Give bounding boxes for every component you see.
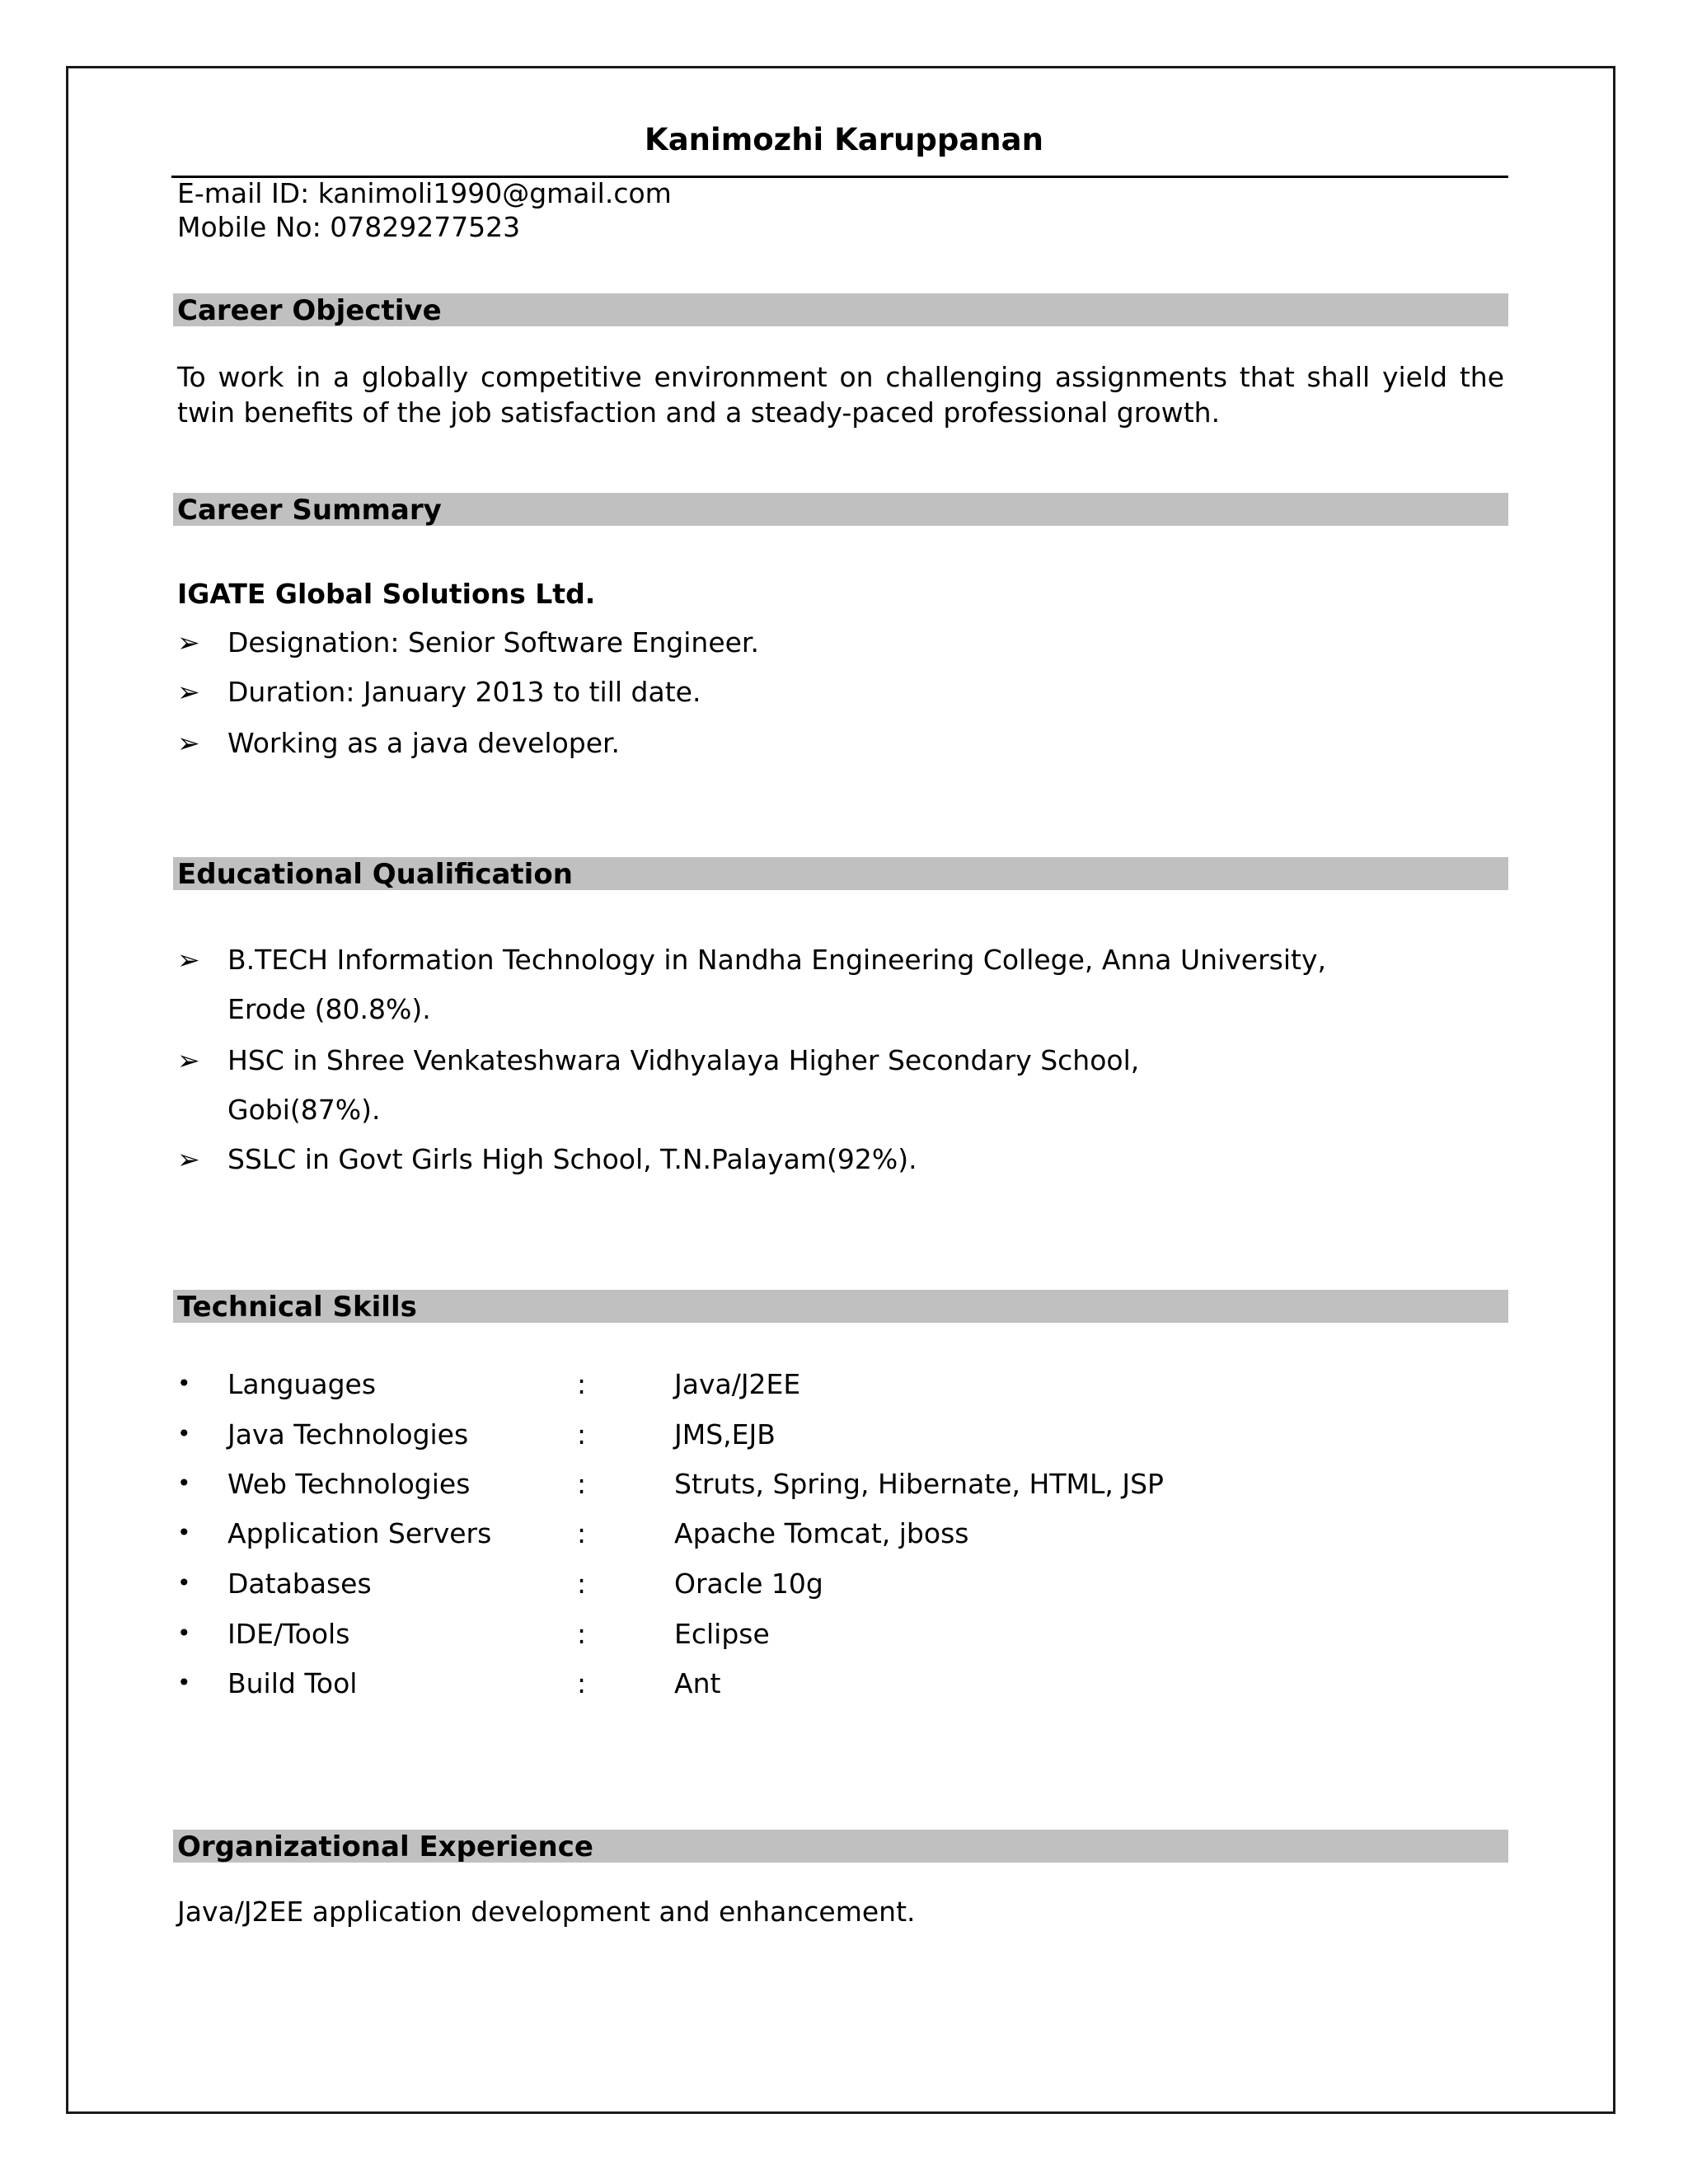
career-objective-text: To work in a globally competitive environment on challenging assignments that shall yield the twin benefits of the job satisfaction and a steady-paced professional growth.: [177, 361, 1504, 429]
skill-value: Eclipse: [674, 1618, 770, 1650]
skill-separator: :: [577, 1568, 587, 1600]
section-heading-technical-skills: Technical Skills: [173, 1290, 1508, 1323]
arrow-bullet-icon: ➢: [177, 676, 200, 708]
arrow-bullet-icon: ➢: [177, 1143, 200, 1175]
skill-separator: :: [577, 1418, 587, 1451]
education-item-line1: SSLC in Govt Girls High School, T.N.Palayam(92%).: [227, 1143, 917, 1175]
skill-label: Build Tool: [227, 1667, 358, 1699]
section-heading-career-summary: Career Summary: [173, 493, 1508, 526]
dot-bullet-icon: •: [177, 1469, 191, 1497]
company-name: IGATE Global Solutions Ltd.: [177, 578, 596, 610]
skill-separator: :: [577, 1368, 587, 1400]
skill-value: Apache Tomcat, jboss: [674, 1517, 969, 1549]
summary-item-text: Designation: Senior Software Engineer.: [227, 626, 759, 658]
skill-value: Oracle 10g: [674, 1568, 823, 1600]
section-heading-career-objective: Career Objective: [173, 293, 1508, 326]
dot-bullet-icon: •: [177, 1519, 191, 1546]
skill-value: Java/J2EE: [674, 1368, 801, 1400]
dot-bullet-icon: •: [177, 1569, 191, 1596]
skill-value: JMS,EJB: [674, 1418, 776, 1451]
dot-bullet-icon: •: [177, 1420, 191, 1447]
skill-separator: :: [577, 1667, 587, 1699]
arrow-bullet-icon: ➢: [177, 727, 200, 759]
skill-label: Web Technologies: [227, 1468, 471, 1500]
skill-label: Java Technologies: [227, 1418, 469, 1451]
education-item-line2: Gobi(87%).: [227, 1094, 381, 1126]
skill-label: IDE/Tools: [227, 1618, 350, 1650]
summary-item-text: Duration: January 2013 to till date.: [227, 676, 701, 708]
skill-label: Databases: [227, 1568, 372, 1600]
section-heading-org-experience: Organizational Experience: [173, 1830, 1508, 1863]
dot-bullet-icon: •: [177, 1669, 191, 1696]
education-item-line1: B.TECH Information Technology in Nandha Engineering College, Anna University,: [227, 944, 1326, 976]
skill-separator: :: [577, 1468, 587, 1500]
skill-label: Languages: [227, 1368, 377, 1400]
skill-value: Struts, Spring, Hibernate, HTML, JSP: [674, 1468, 1164, 1500]
arrow-bullet-icon: ➢: [177, 1044, 200, 1076]
dot-bullet-icon: •: [177, 1370, 191, 1397]
skill-separator: :: [577, 1517, 587, 1549]
arrow-bullet-icon: ➢: [177, 944, 200, 976]
education-item-line1: HSC in Shree Venkateshwara Vidhyalaya Higher Secondary School,: [227, 1044, 1140, 1076]
skill-value: Ant: [674, 1667, 721, 1699]
section-heading-education: Educational Qualification: [173, 857, 1508, 890]
summary-item-text: Working as a java developer.: [227, 727, 621, 759]
org-experience-text: Java/J2EE application development and enhancement.: [177, 1896, 916, 1928]
email-line: E-mail ID: kanimoli1990@gmail.com: [177, 177, 672, 209]
mobile-line: Mobile No: 07829277523: [177, 211, 521, 243]
arrow-bullet-icon: ➢: [177, 626, 200, 658]
skill-separator: :: [577, 1618, 587, 1650]
education-item-line2: Erode (80.8%).: [227, 993, 431, 1025]
skill-label: Application Servers: [227, 1517, 492, 1549]
dot-bullet-icon: •: [177, 1619, 191, 1647]
candidate-name: Kanimozhi Karuppanan: [645, 122, 1043, 157]
